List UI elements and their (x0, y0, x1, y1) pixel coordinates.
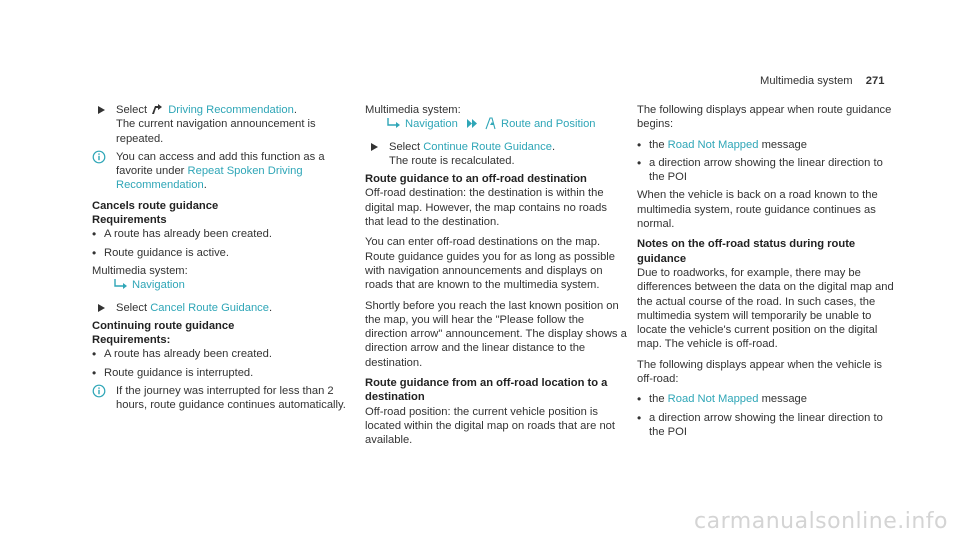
paragraph: The following displays appear when the vehicle is off-road: (637, 358, 883, 386)
driving-recommendation-link[interactable]: Driving Recommendation (168, 104, 294, 116)
punct: . (269, 301, 273, 314)
heading-requirements-2: Requirements: (92, 334, 171, 347)
heading-offroad-location: Route guidance from an off-road location to a destination (365, 377, 608, 404)
paragraph: The following displays appear when route guidance begins: (637, 104, 892, 131)
step-text: Select (389, 140, 421, 153)
nav-path (365, 117, 627, 131)
step-text: Select (116, 104, 148, 116)
repeat-spoken-link[interactable]: Repeat Spoken Driving Recommendation (116, 165, 303, 192)
route-position-link[interactable]: Route and Position (500, 118, 596, 131)
paragraph: You can enter off-road destinations on the map. Route guidance guides you for as long as possible with navigation announcements and displays on roads that are known to the multimedia system. (365, 236, 616, 292)
triangle-bullet-icon (371, 143, 378, 151)
step-text: Select (116, 301, 148, 314)
navigation-link[interactable]: Navigation (405, 118, 458, 131)
mm-system-label: Multimedia system: (92, 264, 188, 277)
requirement-item: • Route guidance is interrupted. (92, 366, 354, 380)
heading-cancel: Cancels route guidance (92, 199, 219, 212)
mm-system-label: Multimedia system: (365, 104, 461, 116)
triangle-bullet-icon (98, 304, 105, 312)
heading-requirements: Requirements (92, 214, 167, 227)
display-item (637, 138, 899, 152)
cancel-route-link[interactable]: Cancel Route Guidance (150, 301, 269, 314)
watermark: carmanualsonline.info (694, 508, 948, 534)
paragraph: When the vehicle is back on a road known to the multimedia system, route guidance continues as normal. (637, 189, 878, 231)
step-driving-recommendation (92, 103, 354, 146)
display-item: • a direction arrow showing the linear direction to the POI (637, 411, 899, 440)
step-continue-route (365, 140, 627, 169)
heading-notes-offroad: Notes on the off-road status during route guidance (637, 238, 856, 265)
road-not-mapped-link[interactable]: Road Not Mapped (667, 393, 759, 406)
section-title: Multimedia system (760, 75, 853, 87)
paragraph: Off-road destination: the destination is within the digital map. However, the map contains no roads that lead to the destination. (365, 187, 607, 229)
note-interrupted (92, 384, 354, 413)
info-icon (92, 150, 106, 164)
bullet-text: message (761, 393, 807, 406)
page-number: 271 (865, 75, 885, 87)
heading-offroad: Route guidance to an off-road destination (365, 173, 587, 186)
requirement-item: • Route guidance is active. (92, 246, 354, 260)
heading-continue: Continuing route guidance (92, 319, 235, 332)
column-left (92, 103, 354, 419)
route-position-icon (484, 117, 497, 130)
requirement-item: • A route has already been created. (92, 227, 354, 241)
navigation-link[interactable]: Navigation (132, 279, 185, 292)
paragraph: Off-road position: the current vehicle position is located within the digital map on roads that are not available. (365, 405, 616, 447)
hook-arrow-icon (114, 279, 128, 290)
step-cancel-route (92, 301, 354, 315)
bullet-text: message (761, 138, 807, 151)
info-icon (92, 384, 106, 398)
note-text: You can access and add this function as a favorite under (116, 150, 325, 178)
step-detail: The current navigation announcement is repeated. (116, 118, 316, 145)
bullet-text: the (649, 393, 665, 406)
bullet-text: the (649, 138, 665, 151)
page-header (760, 74, 884, 88)
paragraph: Due to roadworks, for example, there may be differences between the data on the digital map and the actual course of the road. In such cases, the multimedia system will temporarily be unable to locate the vehicle's current position on the digital map. The vehicle is off-road. (637, 266, 894, 351)
requirement-item: • A route has already been created. (92, 347, 354, 361)
column-right (637, 103, 899, 443)
punct: . (551, 140, 556, 153)
continue-route-link[interactable]: Continue Route Guidance (423, 140, 552, 153)
display-item: • a direction arrow showing the linear direction to the POI (637, 156, 899, 185)
note-favorite (92, 150, 354, 193)
triangle-bullet-icon (98, 106, 105, 114)
display-item (637, 392, 899, 406)
road-not-mapped-link[interactable]: Road Not Mapped (667, 138, 759, 151)
hook-arrow-icon (387, 118, 401, 129)
driving-recommendation-icon (150, 103, 164, 116)
double-chevron-icon (467, 119, 478, 128)
paragraph: Shortly before you reach the last known position on the map, you will hear the "Please follow the direction arrow" announcement. The display shows a direction arrow and the linear distance to the destination. (365, 299, 627, 369)
nav-path (92, 278, 354, 292)
note-text: If the journey was interrupted for less than 2 hours, route guidance continues automatically. (116, 385, 346, 412)
punct: . (203, 179, 207, 192)
punct: . (293, 104, 297, 116)
step-detail: The route is recalculated. (389, 154, 515, 167)
column-middle (365, 103, 627, 454)
